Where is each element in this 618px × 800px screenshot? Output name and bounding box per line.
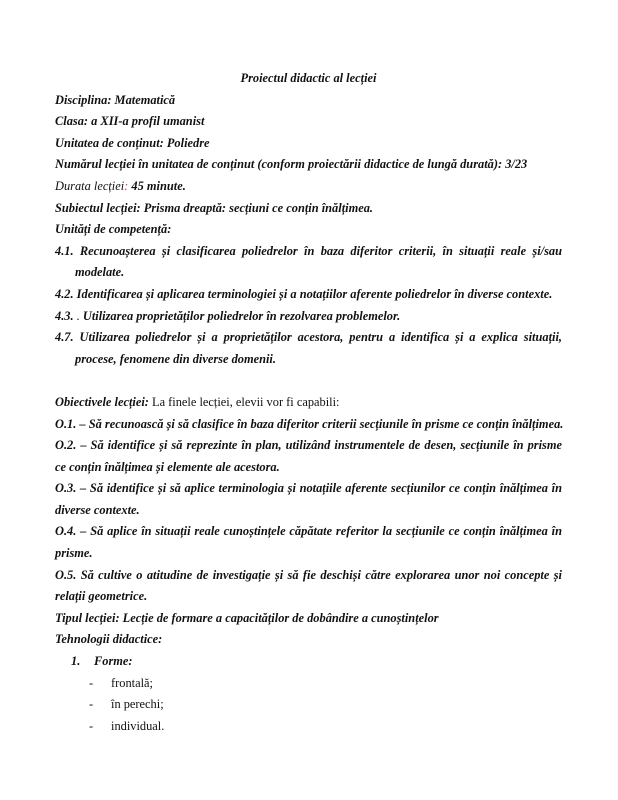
dash-bullet-icon: - bbox=[89, 718, 94, 733]
technologies-heading: Tehnologii didactice: bbox=[55, 632, 163, 647]
field-subject: Subiectul lecției: Prisma dreaptă: secțiuni ce conțin înălțimea. bbox=[55, 200, 374, 215]
list-item-text: frontală; bbox=[111, 675, 153, 690]
objectives-intro bbox=[55, 392, 562, 414]
dash-bullet-icon: - bbox=[89, 675, 94, 690]
objective-item: O.1. – Să recunoască și să clasifice în baza diferitor criterii secțiunile în prisme ce conțin înălțimea. bbox=[55, 416, 564, 431]
objective-item: O.2. – Să identifice și să reprezinte în plan, utilizând instrumentele de desen, secțiunile în prisme ce conțin înălțimea și elemente ale acestora. bbox=[55, 438, 562, 474]
list-item bbox=[55, 673, 562, 695]
list-item-text: individual. bbox=[111, 718, 165, 733]
field-discipline: Disciplina: Matematică bbox=[55, 92, 176, 107]
duration-colon: : bbox=[124, 178, 129, 193]
objective-item: O.5. Să cultive o atitudine de investigație și să fie deschiși către explorarea unor noi concepte și relații geometrice. bbox=[55, 567, 562, 604]
list-item-text: în perechi; bbox=[111, 697, 164, 712]
objectives-intro-text: La finele lecției, elevii vor fi capabili: bbox=[148, 394, 340, 409]
competence-item bbox=[55, 306, 562, 328]
competence-number: 4.3. bbox=[55, 308, 74, 323]
spacer bbox=[55, 370, 562, 392]
list-item bbox=[55, 716, 562, 738]
duration-value: 45 minute. bbox=[128, 178, 186, 193]
competences-heading: Unități de competență: bbox=[55, 222, 172, 237]
competence-separator: . bbox=[73, 308, 83, 323]
field-duration bbox=[55, 176, 562, 198]
objective-item: O.3. – Să identifice și să aplice terminologia și notațiile aferente secțiunilor ce conțin înălțimea în diverse contexte. bbox=[55, 481, 562, 517]
section-number: 1. bbox=[71, 654, 81, 669]
competence-item: 4.1. Recunoașterea și clasificarea poliedrelor în baza diferitor criterii, în situații reale și/sau modelate. bbox=[55, 243, 562, 280]
duration-label: Durata lecției bbox=[55, 178, 125, 193]
section-label: Forme: bbox=[94, 654, 133, 669]
objective-item: O.4. – Să aplice în situații reale cunoștințele căpătate referitor la secțiunile ce conțin înălțimea în prisme. bbox=[55, 524, 562, 561]
technology-section-forms bbox=[55, 651, 562, 673]
competence-item: 4.7. Utilizarea poliedrelor și a proprietăților acestora, pentru a identifica și a explica situații, procese, fenomene din diverse domenii. bbox=[55, 330, 562, 366]
competence-item: 4.2. Identificarea și aplicarea terminologiei și a notațiilor aferente poliedrelor în diverse contexte. bbox=[55, 286, 553, 301]
field-lesson-number: Numărul lecției în unitatea de conținut (conform proiectării didactice de lungă durată): 3/23 bbox=[55, 157, 528, 172]
field-content-unit: Unitatea de conținut: Poliedre bbox=[55, 135, 210, 150]
lesson-type: Tipul lecției: Lecție de formare a capacităților de dobândire a cunoștințelor bbox=[55, 610, 439, 625]
lesson-plan-document bbox=[55, 68, 562, 737]
field-class: Clasa: a XII-a profil umanist bbox=[55, 114, 205, 129]
list-item bbox=[55, 694, 562, 716]
competence-text: Utilizarea proprietăților poliedrelor în rezolvarea problemelor. bbox=[82, 308, 401, 323]
document-title: Proiectul didactic al lecției bbox=[240, 71, 377, 85]
dash-bullet-icon: - bbox=[89, 697, 94, 712]
objectives-heading: Obiectivele lecției: bbox=[55, 394, 149, 409]
